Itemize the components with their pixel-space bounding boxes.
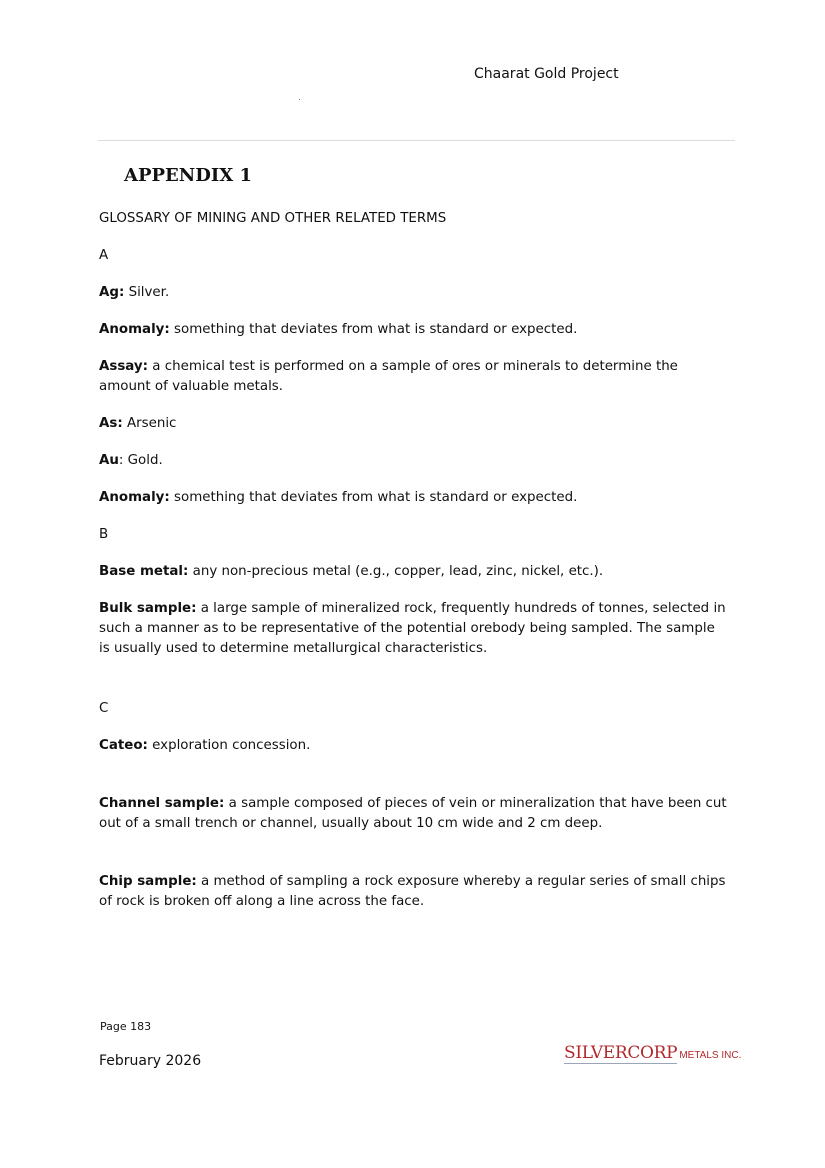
glossary-entry-anomaly xyxy=(99,320,729,340)
glossary-content xyxy=(99,209,729,929)
glossary-heading: GLOSSARY OF MINING AND OTHER RELATED TERMS xyxy=(99,211,447,226)
entry-definition: : Gold. xyxy=(118,453,163,468)
glossary-entry-channel-sample xyxy=(99,794,729,834)
entry-definition: something that deviates from what is standard or expected. xyxy=(169,322,578,337)
section-letter-a: A xyxy=(99,248,109,263)
silvercorp-logo xyxy=(564,1043,741,1063)
entry-definition: a large sample of mineralized rock, frequently hundreds of tonnes, selected in such a manner as to be representative of the potential orebody being sampled. The sample is usually used to determine metallurgical characteristics. xyxy=(99,601,726,656)
entry-definition: Silver. xyxy=(124,285,170,300)
entry-definition: any non-precious metal (e.g., copper, lead, zinc, nickel, etc.). xyxy=(188,564,604,579)
glossary-entry-base-metal xyxy=(99,562,729,582)
glossary-entry-ag xyxy=(99,283,729,303)
section-letter-b: B xyxy=(99,527,109,542)
entry-term: Anomaly: xyxy=(99,490,170,505)
entry-definition: exploration concession. xyxy=(147,738,311,753)
entry-term: Bulk sample: xyxy=(99,601,197,616)
entry-term: Ag: xyxy=(99,285,125,300)
entry-term: Assay: xyxy=(99,359,149,374)
glossary-entry-anomaly-repeat xyxy=(99,488,729,508)
glossary-entry-au xyxy=(99,451,729,471)
header-divider xyxy=(98,140,735,141)
header-title: Chaarat Gold Project xyxy=(474,66,619,82)
entry-definition: a method of sampling a rock exposure whereby a regular series of small chips of rock is broken off along a line across the face. xyxy=(99,874,726,909)
stray-dot xyxy=(299,99,300,100)
entry-definition: a sample composed of pieces of vein or mineralization that have been cut out of a small trench or channel, usually about 10 cm wide and 2 cm deep. xyxy=(99,796,727,831)
section-letter-c: C xyxy=(99,701,109,716)
entry-term: Base metal: xyxy=(99,564,189,579)
page-number: Page 183 xyxy=(100,1020,152,1033)
glossary-entry-assay xyxy=(99,357,729,397)
glossary-entry-chip-sample xyxy=(99,872,729,912)
entry-term: Channel sample: xyxy=(99,796,225,811)
entry-definition: something that deviates from what is standard or expected. xyxy=(169,490,578,505)
entry-term: Anomaly: xyxy=(99,322,170,337)
entry-term: Au xyxy=(99,453,119,468)
appendix-title: APPENDIX 1 xyxy=(124,165,252,186)
logo-subtitle: METALS INC. xyxy=(679,1050,742,1061)
entry-term: Chip sample: xyxy=(99,874,197,889)
entry-definition: Arsenic xyxy=(122,416,177,431)
entry-term: As: xyxy=(99,416,123,431)
entry-definition: a chemical test is performed on a sample of ores or minerals to determine the amount of valuable metals. xyxy=(99,359,678,394)
footer-date: February 2026 xyxy=(99,1053,202,1069)
glossary-entry-bulk-sample xyxy=(99,599,729,659)
logo-wordmark: SILVERCORP xyxy=(564,1043,678,1063)
glossary-entry-as xyxy=(99,414,729,434)
glossary-entry-cateo xyxy=(99,736,729,756)
entry-term: Cateo: xyxy=(99,738,148,753)
